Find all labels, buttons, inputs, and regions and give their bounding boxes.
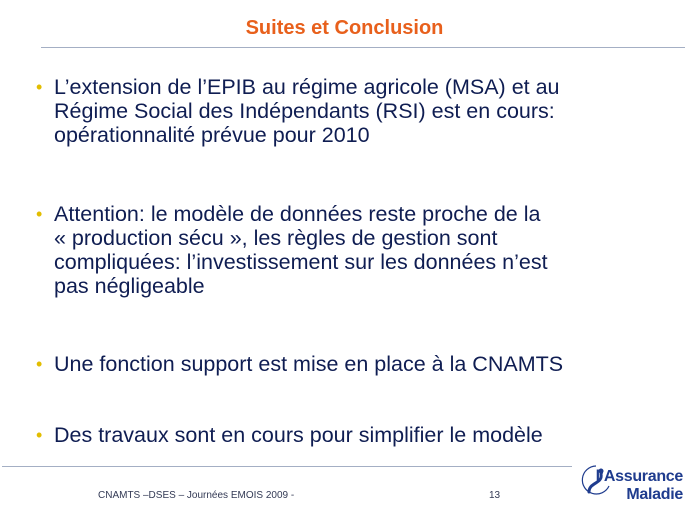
footer-text: CNAMTS –DSES – Journées EMOIS 2009 -	[98, 490, 295, 501]
bullet-dot-icon: •	[36, 204, 43, 224]
bullet-item	[36, 423, 656, 447]
footer-divider	[2, 466, 572, 467]
bullet-item	[36, 75, 656, 147]
bullet-item	[36, 352, 656, 376]
slide-title: Suites et Conclusion	[245, 17, 444, 39]
bullet-text: Une fonction support est mise en place à la CNAMTS	[54, 352, 564, 376]
logo-line2: Maladie	[626, 486, 683, 503]
title-divider	[41, 47, 685, 48]
logo-line1: l’Assurance	[595, 468, 683, 485]
bullet-text: Attention: le modèle de données reste proche de la « production sécu », les règles de gestion sont compliquées: l’investissement sur les données n’est pas négligeable	[54, 202, 548, 298]
bullet-text: Des travaux sont en cours pour simplifier le modèle	[54, 423, 543, 447]
bullet-dot-icon: •	[36, 425, 43, 445]
bullet-item	[36, 202, 656, 298]
bullet-text: L’extension de l’EPIB au régime agricole (MSA) et au Régime Social des Indépendants (RSI) est en cours: opérationnalité prévue pour 2010	[54, 75, 560, 147]
page-number: 13	[489, 490, 501, 501]
assurance-maladie-logo	[571, 450, 687, 514]
bullet-dot-icon: •	[36, 77, 43, 97]
bullet-dot-icon: •	[36, 354, 43, 374]
